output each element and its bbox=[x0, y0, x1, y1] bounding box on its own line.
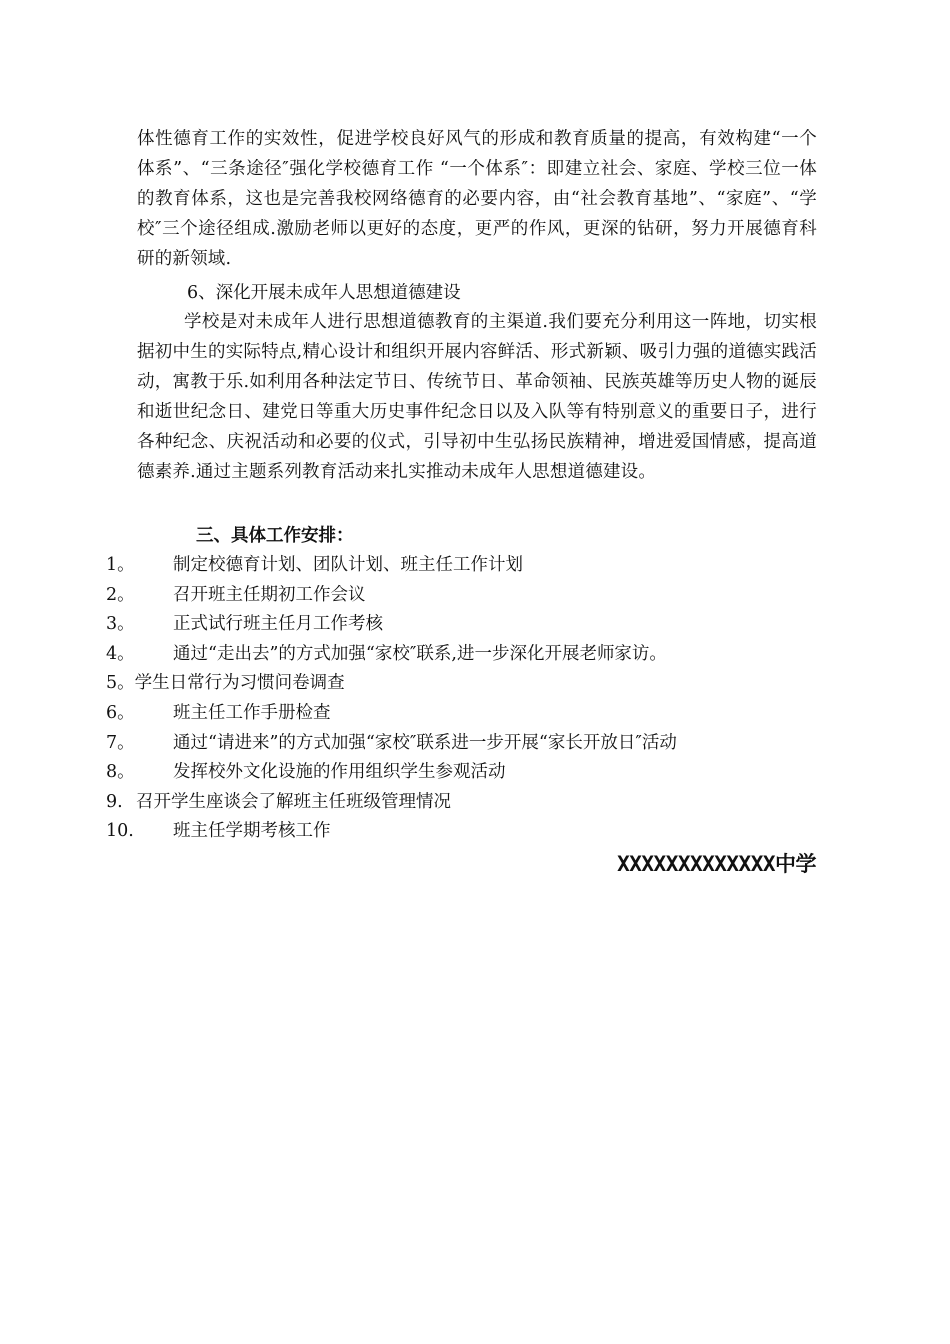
school-signature: XXXXXXXXXXXXX中学 bbox=[617, 852, 816, 876]
list-item-number: 8。 bbox=[106, 762, 135, 783]
list-item bbox=[106, 581, 826, 611]
list-item-number: 1。 bbox=[106, 555, 135, 575]
list-item bbox=[106, 699, 826, 729]
section-heading-work-arrangement: 三、具体工作安排： bbox=[196, 526, 354, 546]
list-item bbox=[106, 669, 826, 699]
list-item-number: 7。 bbox=[106, 732, 135, 753]
list-item-number: 10. bbox=[106, 821, 134, 842]
paragraph-school-main-channel: 学校是对未成年人进行思想道德教育的主渠道.我们要充分利用这一阵地，切实根据初中生的实际特点,精心设计和组织开展内容鲜活、形式新颖、吸引力强的道德实践活动，寓教于乐.如利用各种法定节日、传统节日、革命领袖、民族英雄等历史人物的诞辰和逝世纪念日、建党日等重大历史事件纪念日以及入队等有特别意义的重要日子，进行各种纪念、庆祝活动和必要的仪式，引导初中生弘扬民族精神，增进爱国情感，提高道德素养.通过主题系列教育活动来扎实推动未成年人思想道德建设。 bbox=[137, 312, 817, 482]
list-item bbox=[106, 610, 826, 640]
list-item-text: 召开班主任期初工作会议 bbox=[173, 584, 366, 605]
list-item-number: 4。 bbox=[106, 643, 135, 664]
list-item bbox=[106, 729, 826, 759]
subheading-minor-moral-construction: 6、深化开展未成年人思想道德建设 bbox=[187, 283, 461, 303]
list-item-number: 9. bbox=[106, 791, 123, 812]
list-item bbox=[106, 758, 826, 788]
list-item bbox=[106, 551, 826, 581]
list-item-text: 发挥校外文化设施的作用组织学生参观活动 bbox=[173, 762, 506, 783]
list-item-text: 班主任学期考核工作 bbox=[173, 821, 331, 842]
list-item-text: 正式试行班主任月工作考核 bbox=[173, 614, 383, 635]
list-item-text: 学生日常行为习惯问卷调查 bbox=[134, 673, 345, 694]
work-arrangement-list bbox=[106, 551, 826, 847]
list-item-text: 召开学生座谈会了解班主任班级管理情况 bbox=[136, 791, 451, 812]
list-item-text: 通过“请进来”的方式加强“家校″联系进一步开展“家长开放日″活动 bbox=[173, 732, 677, 753]
list-item-number: 5。 bbox=[106, 673, 135, 694]
list-item-number: 2。 bbox=[106, 584, 135, 605]
list-item bbox=[106, 788, 826, 818]
list-item-text: 制定校德育计划、团队计划、班主任工作计划 bbox=[173, 555, 523, 575]
list-item bbox=[106, 817, 826, 847]
list-item-text: 通过“走出去”的方式加强“家校″联系,进一步深化开展老师家访。 bbox=[173, 643, 667, 664]
paragraph-moral-education-system: 体性德育工作的实效性，促进学校良好风气的形成和教育质量的提高，有效构建“一个体系”、“三条途径″强化学校德育工作 “一个体系″：即建立社会、家庭、学校三位一体的教育体系，这也是完善我校网络德育的必要内容，由“社会教育基地”、“家庭”、“学校″三个途径组成.激励老师以更好的态度，更严的作风，更深的钻研，努力开展德育科研的新领域. bbox=[137, 129, 817, 269]
list-item-text: 班主任工作手册检查 bbox=[173, 702, 331, 723]
list-item bbox=[106, 640, 826, 670]
list-item-number: 6。 bbox=[106, 702, 135, 723]
list-item-number: 3。 bbox=[106, 614, 135, 635]
